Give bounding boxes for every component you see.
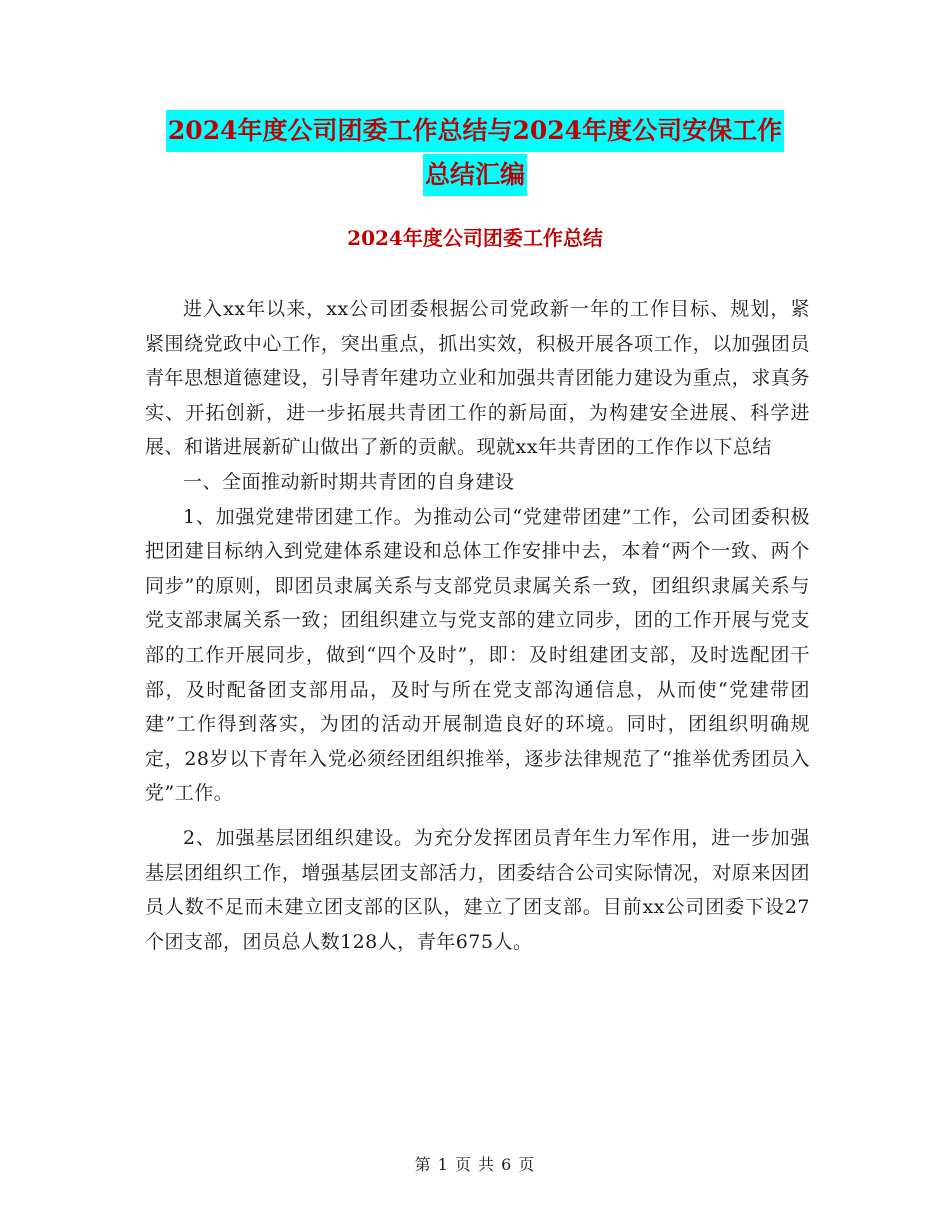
paragraph-heading-1: 一、全面推动新时期共青团的自身建设	[183, 470, 515, 493]
paragraph-item-1: 1、加强党建带团建工作。为推动公司“党建带团建”工作，公司团委积极把团建目标纳入到党建体系建设和总体工作安排中去，本着“两个一致、两个同步”的原则，即团员隶属关系与支部党员隶属关系一致，团组织隶属关系与党支部隶属关系一致；团组织建立与党支部的建立同步，团的工作开展与党支部的工作开展同步，做到“四个及时”，即：及时组建团支部，及时选配团干部，及时配备团支部用品，及时与所在党支部沟通信息，从而使“党建带团建”工作得到落实，为团的活动开展制造良好的环境。同时，团组织明确规定，28岁以下青年入党必须经团组织推举，逐步法律规范了“推举优秀团员入党”工作。	[145, 505, 810, 805]
page-number: 第 1 页 共 6 页	[414, 1155, 536, 1174]
paragraph-intro: 进入xx年以来，xx公司团委根据公司党政新一年的工作目标、规划，紧紧围绕党政中心工作，突出重点，抓出实效，积极开展各项工作，以加强团员青年思想道德建设，引导青年建功立业和加强共青团能力建设为重点，求真务实、开拓创新，进一步拓展共青团工作的新局面，为构建安全进展、科学进展、和谐进展新矿山做出了新的贡献。现就xx年共青团的工作作以下总结	[145, 298, 810, 459]
title-line-2: 总结汇编	[423, 154, 527, 196]
title-line-1: 2024年度公司团委工作总结与2024年度公司安保工作	[166, 110, 784, 152]
document-body	[145, 292, 810, 959]
document-title	[0, 110, 950, 196]
section-title: 2024年度公司团委工作总结	[347, 226, 603, 250]
paragraph-item-2: 2、加强基层团组织建设。为充分发挥团员青年生力军作用，进一步加强基层团组织工作，增强基层团支部活力，团委结合公司实际情况，对原来因团员人数不足而未建立团支部的区队，建立了团支部。目前xx公司团委下设27个团支部，团员总人数128人，青年675人。	[145, 826, 810, 953]
